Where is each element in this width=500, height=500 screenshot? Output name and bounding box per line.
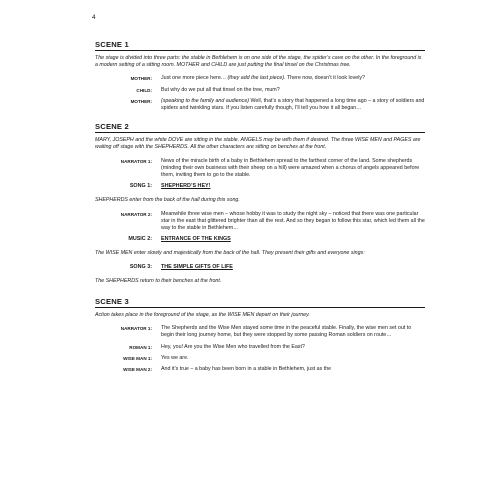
speaker-name: CHILD: (136, 87, 152, 93)
stage-direction: SHEPHERDS enter from the back of the hall during this song. (95, 197, 240, 204)
music-number: MUSIC 2: (128, 236, 152, 243)
dialogue-line (95, 98, 425, 112)
speech-text (161, 87, 425, 94)
stage-aside: (speaking to the family and audience) (161, 97, 250, 104)
stage-aside: (they add the last piece) (227, 75, 285, 82)
speech-text (161, 98, 425, 112)
speech-part: . There now, doesn’t it look lovely? (284, 75, 365, 82)
speaker-name: NARRATOR 1: (120, 158, 152, 164)
scene-1-direction: The stage is divided into three parts: the stable in Bethlehem is on one side of the stage, the spider’s cave on the other. In the foreground is a modern setting of a sitting room. MOTHER and CHILD are just putting the final tinsel on the Christmas tree. (95, 55, 422, 69)
song-number: SONG 3: (129, 263, 152, 270)
speaker-name: NARRATOR 1: (120, 326, 152, 332)
music-title: ENTRANCE OF THE KINGS (161, 236, 231, 243)
speech-text: Meanwhile three wise men – whose hobby it was to study the night sky – noticed that there was one particular star in the east that glittered brighter than all the rest. And so they began to follow this star, which led them all the way to the stable in Bethlehem… (161, 210, 425, 232)
song-cue (95, 264, 425, 271)
stage-direction: The SHEPHERDS return to their benches at the front. (95, 277, 222, 284)
song-title: THE SIMPLE GIFTS OF LIFE (161, 263, 233, 270)
speech-text (161, 75, 425, 82)
speech-text: And it’s true – a baby has been born in a stable in Bethlehem, just as the (161, 366, 332, 373)
dialogue-line (95, 325, 425, 339)
speech-text: The Shepherds and the Wise Men stayed some time in the peaceful stable. Finally, the wise men set out to begin their long journey home, but they were stopped by some passing Roman soldiers on route… (161, 325, 412, 339)
scene-3-heading: SCENE 3 (95, 297, 425, 308)
dialogue-line (95, 75, 425, 82)
script-page (95, 40, 425, 377)
speaker-name: MOTHER: (130, 98, 152, 104)
speech-text: Hey, you! Are you the Wise Men who travelled from the East? (161, 343, 305, 350)
dialogue-line (95, 211, 425, 233)
music-cue (95, 236, 425, 243)
scene-3-direction: Action takes place in the foreground of the stage, as the WISE MEN depart on their journey. (95, 312, 310, 319)
dialogue-line (95, 355, 425, 362)
scene-2-heading: SCENE 2 (95, 122, 425, 133)
dialogue-line (95, 366, 425, 373)
speech-part: Well, that’s a story that happened a long time ago – a story of soldiers and spiders and twinkling stars. If you listen carefully though, I’ll tell you how it all began… (161, 97, 425, 112)
page-number: 4 (92, 14, 96, 21)
speaker-name: WISE MAN 2: (123, 367, 152, 373)
speech-text: Yes we are. (161, 354, 189, 361)
dialogue-line (95, 158, 425, 180)
scene-2-direction: MARY, JOSEPH and the white DOVE are sitting in the stable. ANGELS may be with them if desired. The three WISE MEN and PAGES are waiting off stage with the SHEPHERDS. All the other characters are sitting on benches at the front. (95, 137, 421, 151)
dialogue-line (95, 87, 425, 94)
speaker-name: MOTHER: (130, 76, 152, 82)
song-cue (95, 183, 425, 190)
speech-part: But why do we put all that tinsel on the tree, mum? (161, 86, 280, 93)
song-number: SONG 1: (129, 183, 152, 190)
dialogue-line (95, 344, 425, 351)
speaker-name: NARRATOR 2: (120, 211, 152, 217)
speaker-name: ROMAN 1: (129, 344, 152, 350)
scene-1-heading: SCENE 1 (95, 40, 425, 51)
stage-direction: The WISE MEN enter slowly and majestically from the back of the hall. They present their gifts and everyone sings: (95, 250, 365, 257)
song-title: SHEPHERD’S HEY! (161, 183, 211, 190)
speech-text: News of the miracle birth of a baby in Bethlehem spread to the farthest corner of the land. Some shepherds (minding their own business with their sheep on a hill) were amazed when a chorus of angels appeared before them, inviting them to go to the stable. (161, 157, 420, 179)
speaker-name: WISE MAN 1: (123, 355, 152, 361)
speech-part: Just one more piece here… (161, 75, 228, 82)
